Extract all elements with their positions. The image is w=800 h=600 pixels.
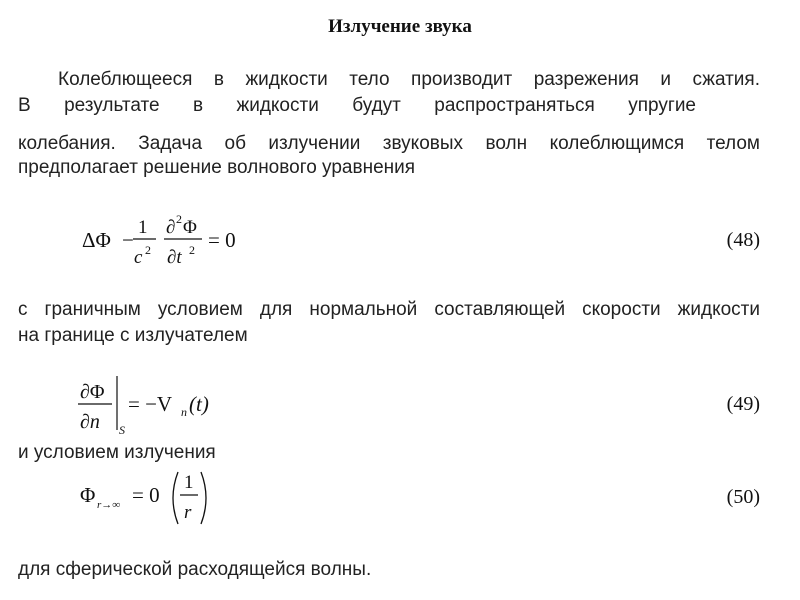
equation-number: (50)	[726, 486, 760, 508]
eq48-frac2-den: ∂t	[167, 247, 182, 268]
eq50-phi: Φ	[80, 483, 96, 507]
eq48-delta-phi: ΔΦ	[82, 228, 111, 252]
eq48-frac2-num-exp: 2	[176, 212, 182, 226]
eq50-equals: = 0	[132, 483, 160, 507]
paragraph-line: Колеблющееся в жидкости тело производит разрежения и сжатия.	[58, 69, 760, 90]
eq49-rhs-arg: (t)	[189, 392, 209, 416]
eq48-frac2-den-exp: 2	[189, 243, 195, 257]
paragraph-line: на границе с излучателем	[18, 325, 248, 346]
eq49-num: ∂Φ	[80, 381, 105, 403]
eq48-frac2-num-var: Φ	[183, 217, 197, 238]
equation-number: (48)	[726, 229, 760, 251]
equation-50	[70, 462, 240, 534]
eq50-frac-num: 1	[184, 472, 194, 493]
eq49-den: ∂n	[80, 411, 100, 433]
paragraph-line: и условием излучения	[18, 442, 216, 463]
eq50-left-paren	[173, 472, 178, 524]
eq49-rhs-sub: n	[181, 405, 187, 419]
eq50-frac-den: r	[184, 502, 192, 523]
eq50-phi-sub: r→∞	[97, 499, 121, 511]
eq48-frac1-num: 1	[138, 217, 148, 238]
eq49-rhs: = −V	[128, 392, 173, 416]
paragraph-line: В результате в жидкости будут распространяться упругие	[18, 95, 696, 116]
paragraph-line: для сферической расходящейся волны.	[18, 559, 372, 580]
eq50-right-paren	[201, 472, 206, 524]
eq48-frac1-den: c	[134, 247, 143, 268]
eq48-minus: −	[122, 228, 134, 252]
equation-49	[70, 368, 240, 438]
paragraph-line: колебания. Задача об излучении звуковых волн колеблющимся телом	[18, 133, 760, 154]
eq48-frac2-num: ∂	[166, 217, 176, 238]
equation-number: (49)	[726, 393, 760, 415]
eq49-sub: S	[119, 423, 125, 437]
eq48-frac1-den-exp: 2	[145, 243, 151, 257]
paragraph-line: с граничным условием для нормальной составляющей скорости жидкости	[18, 299, 760, 320]
equation-48	[70, 205, 270, 275]
paragraph-line: предполагает решение волнового уравнения	[18, 157, 416, 178]
eq48-equals: = 0	[208, 228, 236, 252]
page-title: Излучение звука	[328, 16, 472, 37]
